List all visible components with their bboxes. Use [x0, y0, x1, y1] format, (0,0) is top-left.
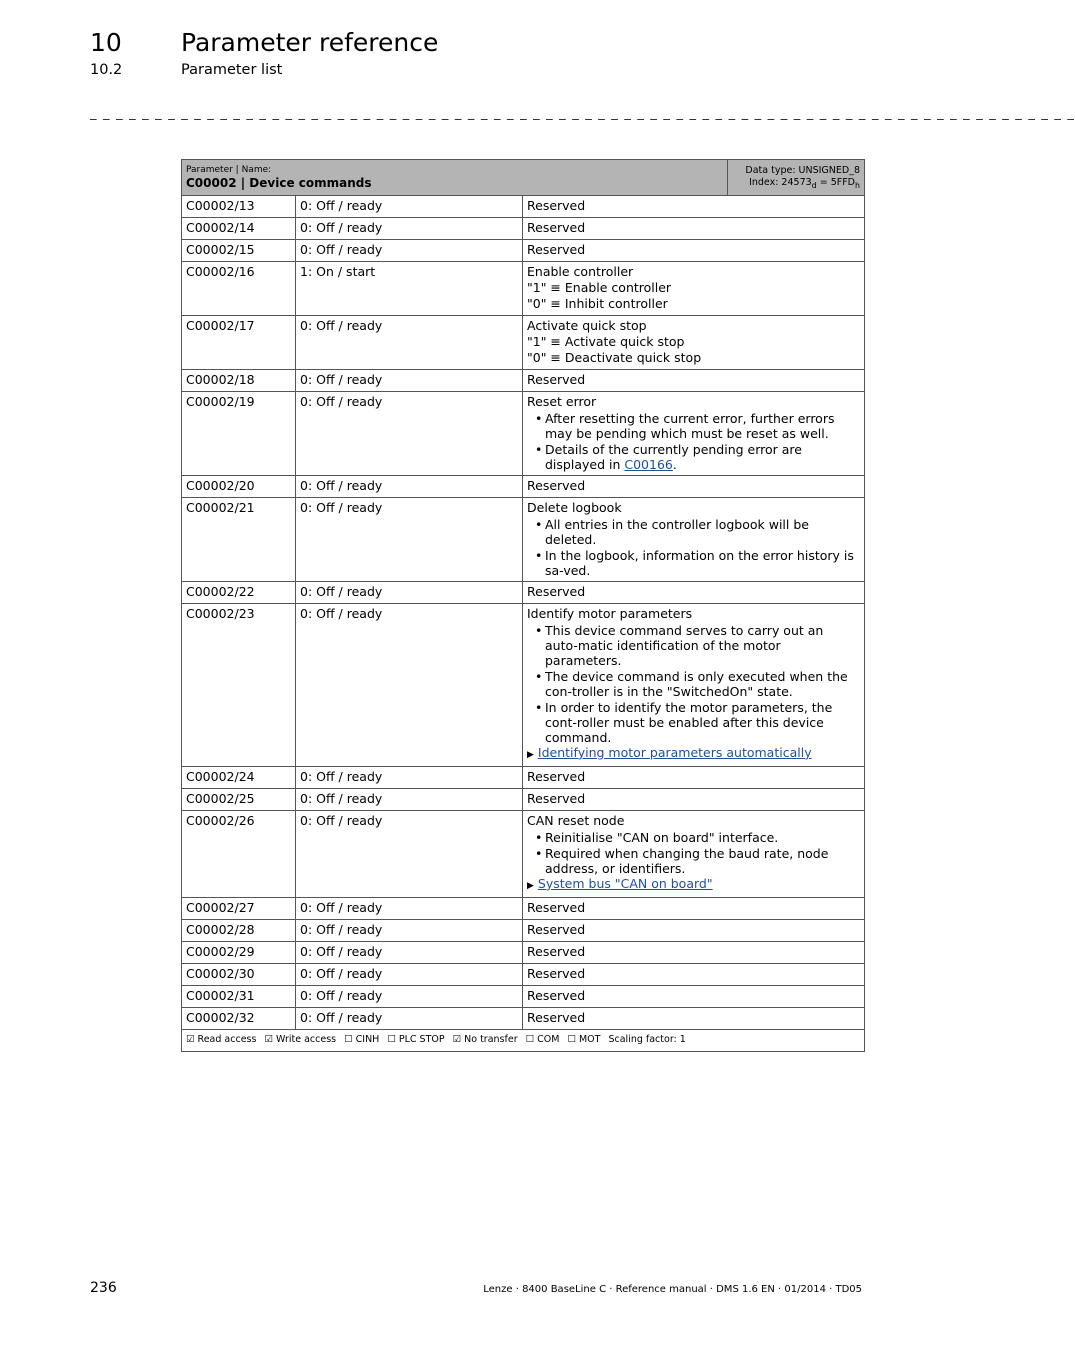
description-title: Delete logbook [527, 499, 622, 515]
description-cell [523, 315, 865, 369]
header-divider: _ _ _ _ _ _ _ _ _ _ _ _ _ _ _ _ _ _ _ _ _ _ _ _ _ _ _ _ _ _ _ _ _ _ _ _ _ _ _ _ _ _ _ _ _ _ _ _ _ _ _ _ _ _ _ _ _ _ _ _ _ _ _ _ _ _ _ _ _ _ _ _ _ _ _ _ [90, 106, 1075, 121]
subcode-cell: C00002/26 [182, 810, 296, 897]
description-title: Reserved [527, 921, 586, 937]
table-row [182, 497, 865, 581]
description-title: Reserved [527, 371, 586, 387]
table-row [182, 897, 865, 919]
index: Index: $24573_d = 5FFD_h$ [749, 177, 861, 190]
description-title: CAN reset node [527, 812, 625, 828]
table-row [182, 315, 865, 369]
subcode-cell: C00002/30 [182, 963, 296, 985]
value-cell: 0: Off / ready [296, 391, 523, 475]
description-cell [523, 766, 865, 788]
description-cell [523, 985, 865, 1007]
description-cell [523, 963, 865, 985]
list-item: • Details of the currently pending error are displayed in C00166. [535, 442, 860, 472]
footer-mot: ☐ MOT [567, 1033, 601, 1045]
value-cell: 0: Off / ready [296, 810, 523, 897]
bullet-list [527, 411, 860, 472]
subcode-cell: C00002/25 [182, 788, 296, 810]
description-line: "0" ≡ Inhibit controller [527, 295, 668, 311]
table-row [182, 581, 865, 603]
list-item: • The device command is only executed when the con-troller is in the "SwitchedOn" state. [535, 669, 860, 699]
table-row [182, 475, 865, 497]
arrow-right-icon: ▶ [527, 749, 534, 760]
description-line: "1" ≡ Enable controller [527, 279, 672, 295]
description-title: Reserved [527, 583, 586, 599]
value-cell: 0: Off / ready [296, 985, 523, 1007]
description-cell [523, 475, 865, 497]
subcode-cell: C00002/24 [182, 766, 296, 788]
subcode-cell: C00002/20 [182, 475, 296, 497]
bullet-list [527, 517, 860, 578]
arrow-right-icon: ▶ [527, 880, 534, 891]
description-cell [523, 1007, 865, 1029]
reference-link-row [527, 745, 860, 763]
footer-plc-stop: ☐ PLC STOP [387, 1033, 445, 1045]
footer-cinh: ☐ CINH [344, 1033, 380, 1045]
description-title: Reserved [527, 965, 586, 981]
description-cell [523, 919, 865, 941]
subcode-cell: C00002/29 [182, 941, 296, 963]
c00166-link[interactable]: C00166 [624, 456, 673, 472]
reference-link[interactable]: System bus "CAN on board" [537, 875, 713, 891]
description-cell [523, 788, 865, 810]
value-cell: 0: Off / ready [296, 315, 523, 369]
description-title: Reserved [527, 899, 586, 915]
description-title: Reserved [527, 477, 586, 493]
description-title: Reserved [527, 943, 586, 959]
table-row [182, 1007, 865, 1029]
subcode-cell: C00002/15 [182, 239, 296, 261]
description-title: Reserved [527, 219, 586, 235]
description-cell [523, 369, 865, 391]
list-item: • All entries in the controller logbook will be deleted. [535, 517, 860, 547]
value-cell: 0: Off / ready [296, 919, 523, 941]
description-title: Activate quick stop [527, 317, 647, 333]
subcode-cell: C00002/32 [182, 1007, 296, 1029]
value-cell: 0: Off / ready [296, 369, 523, 391]
list-item: • Reinitialise "CAN on board" interface. [535, 830, 860, 845]
subcode-cell: C00002/16 [182, 261, 296, 315]
value-cell: 0: Off / ready [296, 581, 523, 603]
list-item: • After resetting the current error, further errors may be pending which must be reset as well. [535, 411, 860, 441]
section-title: Parameter list [181, 62, 283, 78]
table-footer [182, 1029, 865, 1051]
description-title: Reserved [527, 987, 586, 1003]
description-title: Reserved [527, 768, 586, 784]
subcode-cell: C00002/22 [182, 581, 296, 603]
value-cell: 0: Off / ready [296, 788, 523, 810]
footer-read-access: ☑ Read access [186, 1033, 257, 1045]
description-cell [523, 810, 865, 897]
table-header [182, 160, 865, 196]
table-row [182, 369, 865, 391]
table-row [182, 788, 865, 810]
description-cell [523, 897, 865, 919]
data-type-cell [728, 160, 865, 196]
page-footer: Lenze · 8400 BaseLine C · Reference manual · DMS 1.6 EN · 01/2014 · TD05 [483, 1284, 862, 1295]
description-cell [523, 239, 865, 261]
description-cell [523, 217, 865, 239]
description-cell [523, 581, 865, 603]
subcode-cell: C00002/14 [182, 217, 296, 239]
subcode-cell: C00002/18 [182, 369, 296, 391]
subcode-cell: C00002/31 [182, 985, 296, 1007]
value-cell: 0: Off / ready [296, 766, 523, 788]
subcode-cell: C00002/27 [182, 897, 296, 919]
table-row [182, 963, 865, 985]
table-row [182, 239, 865, 261]
description-cell [523, 261, 865, 315]
parameter-table [181, 159, 865, 1052]
footer-com: ☐ COM [525, 1033, 560, 1045]
description-cell [523, 603, 865, 766]
list-item: • This device command serves to carry out an auto-matic identification of the motor parameters. [535, 623, 860, 668]
data-type: Data type: UNSIGNED_8 [745, 165, 861, 176]
value-cell: 0: Off / ready [296, 497, 523, 581]
chapter-title: Parameter reference [181, 28, 439, 57]
table-row [182, 391, 865, 475]
description-title: Reserved [527, 197, 586, 213]
subcode-cell: C00002/19 [182, 391, 296, 475]
description-title: Reserved [527, 1009, 586, 1025]
list-item: • In order to identify the motor parameters, the cont-roller must be enabled after this device command. [535, 700, 860, 745]
table-row [182, 810, 865, 897]
subcode-cell: C00002/17 [182, 315, 296, 369]
description-cell [523, 941, 865, 963]
table-row [182, 766, 865, 788]
value-cell: 0: Off / ready [296, 475, 523, 497]
parameter-name: C00002 | Device commands [186, 176, 372, 190]
reference-link-row [527, 876, 860, 894]
header-label: Parameter | Name: [186, 165, 272, 175]
description-title: Identify motor parameters [527, 605, 693, 621]
chapter-number: 10 [90, 28, 122, 57]
footer-no-transfer: ☑ No transfer [452, 1033, 518, 1045]
page-number: 236 [90, 1280, 117, 1296]
table-row [182, 195, 865, 217]
value-cell: 0: Off / ready [296, 963, 523, 985]
value-cell: 0: Off / ready [296, 195, 523, 217]
reference-link[interactable]: Identifying motor parameters automatically [537, 744, 812, 760]
subcode-cell: C00002/28 [182, 919, 296, 941]
value-cell: 0: Off / ready [296, 217, 523, 239]
value-cell: 0: Off / ready [296, 941, 523, 963]
subcode-cell: C00002/13 [182, 195, 296, 217]
value-cell: 1: On / start [296, 261, 523, 315]
description-title: Reserved [527, 790, 586, 806]
table-row [182, 603, 865, 766]
description-cell [523, 391, 865, 475]
footer-scaling: Scaling factor: 1 [608, 1033, 686, 1045]
value-cell: 0: Off / ready [296, 1007, 523, 1029]
section-number: 10.2 [90, 62, 123, 78]
value-cell: 0: Off / ready [296, 603, 523, 766]
table-row [182, 941, 865, 963]
value-cell: 0: Off / ready [296, 239, 523, 261]
value-cell: 0: Off / ready [296, 897, 523, 919]
table-row [182, 919, 865, 941]
subcode-cell: C00002/23 [182, 603, 296, 766]
description-cell [523, 195, 865, 217]
bullet-list [527, 830, 860, 876]
description-title: Reset error [527, 393, 597, 409]
list-item: • In the logbook, information on the error history is sa-ved. [535, 548, 860, 578]
footer-write-access: ☑ Write access [264, 1033, 337, 1045]
description-cell [523, 497, 865, 581]
description-title: Reserved [527, 241, 586, 257]
bullet-list [527, 623, 860, 745]
table-row [182, 261, 865, 315]
table-row [182, 985, 865, 1007]
description-line: "1" ≡ Activate quick stop [527, 333, 685, 349]
description-title: Enable controller [527, 263, 634, 279]
subcode-cell: C00002/21 [182, 497, 296, 581]
table-row [182, 217, 865, 239]
list-item: • Required when changing the baud rate, node address, or identifiers. [535, 846, 860, 876]
description-line: "0" ≡ Deactivate quick stop [527, 349, 702, 365]
